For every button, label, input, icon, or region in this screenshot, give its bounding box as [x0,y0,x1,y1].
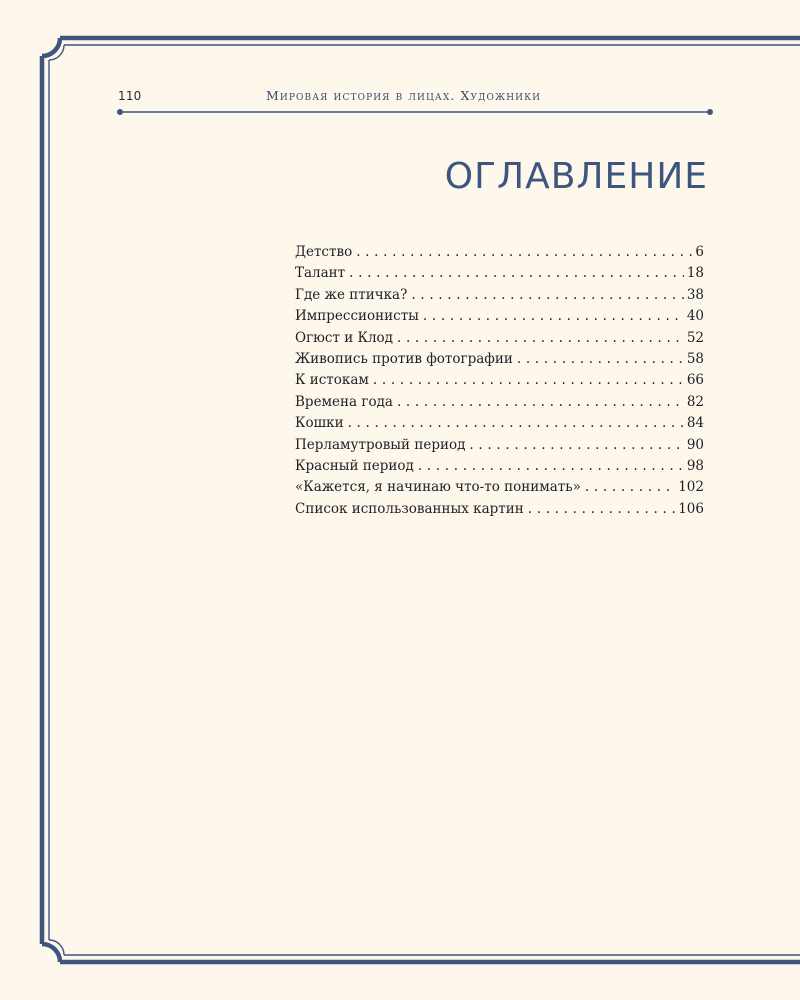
toc-entry-title: Кошки [295,415,344,432]
toc-entry-page: 90 [686,436,704,453]
toc-entry-title: Детство [295,244,353,260]
toc-entry[interactable] [295,437,704,458]
toc-entry[interactable] [295,458,704,479]
toc-entry-page: 102 [678,479,704,496]
toc-dot-leader [411,287,683,303]
toc-entry-page: 98 [686,457,704,474]
toc-entry[interactable] [295,415,704,436]
toc-dot-leader [423,308,684,324]
toc-entry[interactable] [295,372,704,393]
toc-entry[interactable] [295,287,704,308]
toc-entry-title: Список использованных картин [295,500,524,517]
toc-entry-page: 52 [686,329,704,346]
table-of-contents [295,244,704,522]
toc-entry-page: 66 [686,372,704,389]
toc-dot-leader [528,501,675,517]
toc-entry-title: Перламутровый период [295,436,466,453]
toc-entry-title: Времена года [295,393,393,410]
page-number: 110 [118,89,142,103]
toc-entry[interactable] [295,330,704,351]
toc-dot-leader [348,415,684,431]
toc-entry-title: Талант [295,265,346,282]
toc-dot-leader [397,330,684,346]
toc-dot-leader [397,394,684,410]
toc-entry-page: 106 [678,500,704,517]
toc-entry-page: 84 [686,415,704,432]
toc-entry-title: Где же птичка? [295,286,408,303]
toc-entry[interactable] [295,479,704,500]
toc-entry-title: Живопись против фотографии [295,350,513,367]
toc-dot-leader [469,437,683,453]
toc-entry[interactable] [295,308,704,329]
toc-entry-title: Красный период [295,457,414,474]
toc-dot-leader [373,372,684,388]
toc-entry-page: 18 [686,265,704,282]
toc-dot-leader [418,458,684,474]
toc-dot-leader [356,244,692,260]
toc-entry[interactable] [295,265,704,286]
toc-heading: ОГЛАВЛЕНИЕ [444,156,708,197]
toc-entry-title: К истокам [295,372,369,389]
toc-entry[interactable] [295,394,704,415]
toc-entry[interactable] [295,351,704,372]
book-title: Мировая история в лицах. Художники [266,88,542,103]
toc-dot-leader [585,479,675,495]
toc-entry[interactable] [295,244,704,265]
header-rule [114,106,716,118]
toc-entry-page: 58 [686,350,704,367]
toc-entry-page: 82 [686,393,704,410]
toc-dot-leader [349,265,684,281]
toc-entry[interactable] [295,501,704,522]
toc-entry-title: Импрессионисты [295,308,419,325]
toc-entry-page: 40 [686,308,704,325]
toc-entry-title: Огюст и Клод [295,329,393,346]
toc-entry-page: 6 [695,244,704,260]
toc-dot-leader [517,351,684,367]
toc-entry-title: «Кажется, я начинаю что-то понимать» [295,479,581,496]
toc-entry-page: 38 [686,286,704,303]
